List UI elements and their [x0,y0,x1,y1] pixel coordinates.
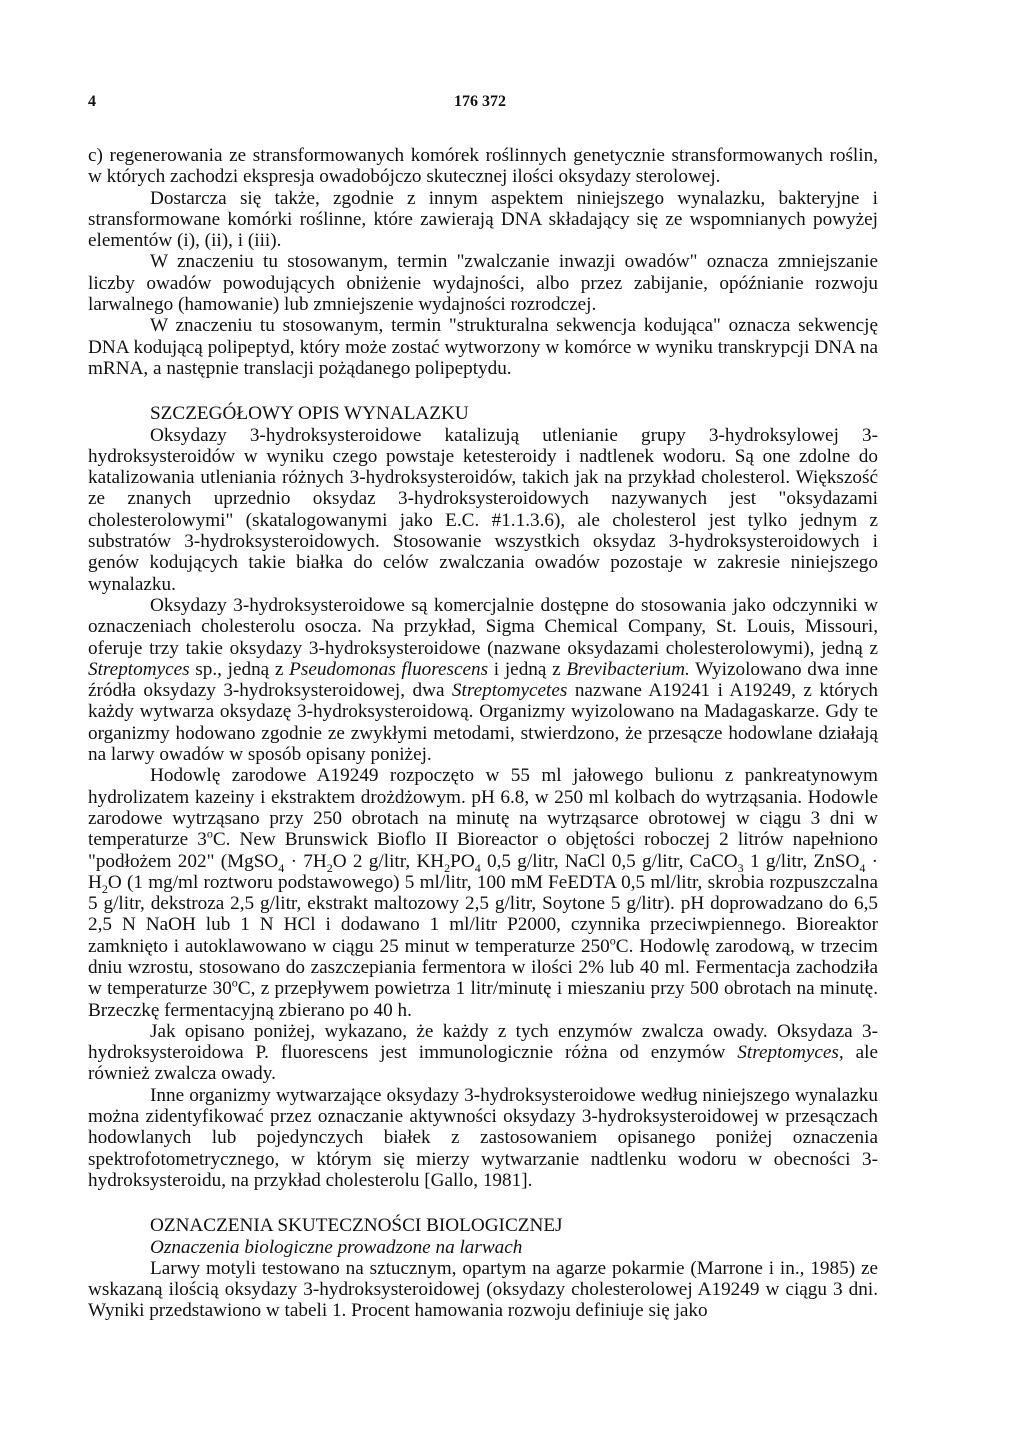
section-heading: SZCZEGÓŁOWY OPIS WYNALAZKU [150,403,469,425]
text-run: ale również zwalcza owady. [88,1042,878,1085]
text-run: Jak opisano poniżej, wykazano, że każdy z tych enzymów zwalcza owady. Oksydaza 3-hydroksysteroidowa P. fluorescens jest immunologicznie różna od enzymów [88,1020,878,1064]
text-run: · H [88,850,879,893]
superscript: o [609,933,616,948]
paragraph: Inne organizmy wytwarzające oksydazy 3-hydroksysteroidowe według niniejszego wynalazku można zidentyfikować przez oznaczanie aktywności oksydazy 3-hydroksysteroidowej w przesączach hodowlanych lub pojedynczych białek z zastosowaniem opisanego poniżej oznaczenia spektrofotometrycznego, w którym się mierzy wytwarzanie nadtlenku wodoru w obecności 3-hydroksysteroidu, na przykład cholesterolu [Gallo, 1981]. [88,1084,878,1191]
paragraph: c) regenerowania ze stransformowanych komórek roślinnych genetycznie stransformowanych roślin, w których zachodzi ekspresja owadobójczo skutecznej ilości oksydazy sterolowej. [88,145,878,188]
text-run: C, z przepływem powietrza 1 litr/minutę i mieszaniu przy 500 obrotach na minutę. Brzeczkę fermentacyjną zbierano po 40 h. [88,978,878,1021]
species-name: Streptomyces [88,658,190,680]
subscript: 2 [101,881,108,896]
page-header [88,93,888,117]
superscript: o [231,975,238,990]
paragraph: Oksydazy 3-hydroksysteroidowe katalizują utlenianie grupy 3-hydroksylowej 3-hydroksysteroidów w wyniku czego powstaje ketesteroidy i nadtlenek wodoru. Są one zdolne do katalizowania utleniania różnych 3-hydroksysteroidów, takich jak na przykład cholesterol. Większość ze znanych uprzednio oksydaz 3-hydroksysteroidowych nazywanych jest "oksydazami cholesterolowymi" (skatalogowanymi jako E.C. #1.1.3.6), ale cholesterol jest tylko jednym z substratów 3-hydroksysteroidowych. Stosowanie wszystkich oksydaz 3-hydroksysteroidowych i genów kodujących takie białka do celów zwalczania owadów pozostaje w zakresie niniejszego wynalazku. [88,424,878,595]
page-number: 4 [88,93,96,110]
species-name: Pseudomonas fluorescens [289,658,489,680]
text-run: Oksydazy 3-hydroksysteroidowe są komercjalnie dostępne do stosowania jako odczynniki w oznaczeniach cholesterolu osocza. Na przykład, Sigma Chemical Company, St. Louis, Missouri, oferuje trzy takie oksydazy 3-hydroksysteroidowe (nazwane oksydazami cholesterolowymi), jedną z [88,594,878,659]
text-run: sp., jedną z [189,658,290,680]
text-run: 0,5 g/litr, NaCl 0,5 g/litr, CaCO [480,850,738,872]
text-run: · 7H [284,850,327,872]
text-run: Hodowlę zarodowe A19249 rozpoczęto w 55 ml jałowego bulionu z pankreatynowym hydrolizatem kazeiny i ekstraktem drożdżowym. pH 6.8, w 250 ml kolbach do wytrząsania. Hodowle zarodowe wytrząsano przy 250 obrotach na minutę na wytrząsarce obrotowej w ciągu 3 dni w temperaturze 3 [88,765,878,851]
text-run: PO [450,850,475,872]
paragraph [88,765,878,1021]
section-heading: OZNACZENIA SKUTECZNOŚCI BIOLOGICZNEJ [150,1215,563,1237]
subscript: 2 [326,860,333,875]
body-text [88,145,878,1322]
subsection-heading: Oznaczenia biologiczne prowadzone na larwach [150,1236,523,1258]
species-name: Streptomycetes [451,680,568,702]
text-run: i jedną z [488,658,567,680]
superscript: o [206,826,213,841]
text-run: O (1 mg/ml roztworu podstawowego) 5 ml/litr, 100 mM FeEDTA 0,5 ml/litr, skrobia rozpuszczalna 5 g/litr, dekstroza 2,5 g/litr, ekstrakt maltozowy 2,5 g/litr, Soytone 5 g/litr). pH doprowadzano do 6,5 2,5 N NaOH lub 1 N HCl i dodawano 1 ml/litr P2000, czynnika przeciwpiennego. Bioreaktor zamknięto i autoklawowano w ciągu 25 minut w temperaturze 250 [88,871,878,957]
paragraph: Dostarcza się także, zgodnie z innym aspektem niniejszego wynalazku, bakteryjne i stransformowane komórki roślinne, które zawierają DNA składający się ze wspomnianych powyżej elementów (i), (ii), i (iii). [88,187,878,252]
paragraph: Larwy motyli testowano na sztucznym, opartym na agarze pokarmie (Marrone i in., 1985) ze wskazaną ilością oksydazy 3-hydroksysteroidowej (oksydazy cholesterolowej A19249 w ciągu 3 dni. Wyniki przedstawiono w tabeli 1. Procent hamowania rozwoju definiuje się jako [88,1257,878,1322]
subscript: 2 [444,860,451,875]
paragraph: W znaczeniu tu stosowanym, termin "strukturalna sekwencja kodująca" oznacza sekwencję DNA kodującą polipeptyd, który może zostać wytworzony w komórce w wyniku transkrypcji DNA na mRNA, a następnie translacji pożądanego polipeptydu. [88,315,878,379]
subscript: 4 [278,860,285,875]
text-run: C. New Brunswick Bioflo II Bioreactor o objętości roboczej 2 litrów napełniono "podłożem 202" (MgSO [88,829,878,872]
document-number: 176 372 [454,93,506,110]
text-run: 1 g/litr, ZnSO [743,850,860,872]
text-run: Wyizolowano dwa inne źródła oksydazy 3-hydroksysteroidowej, dwa [88,658,878,702]
paragraph [88,1021,878,1085]
species-name: Brevibacterium. [566,658,690,680]
paragraph: W znaczeniu tu stosowanym, termin "zwalczanie inwazji owadów" oznacza zmniejszanie liczby owadów powodujących obniżenie wydajności, albo przez zabijanie, opóźnianie rozwoju larwalnego (hamowanie) lub zmniejszenie wydajności rozrodczej. [88,251,878,316]
subscript: 3 [737,860,744,875]
text-run: O 2 g/litr, KH [332,850,445,872]
text-run: nazwane A19241 i A19249, z których każdy wytwarza oksydazę 3-hydroksysteroidową. Organizmy wyizolowano na Madagaskarze. Gdy te organizmy hodowano zgodnie ze zwykłymi metodami, stwierdzono, że przesącze hodowlane działają na larwy owadów w sposób opisany poniżej. [88,680,878,766]
text-run: C. Hodowlę zarodową, w trzecim dniu wzrostu, stosowano do zaszczepiania fermentora w ilości 2% lub 40 ml. Fermentacja zachodziła w temperaturze 30 [88,935,878,1000]
subscript: 4 [859,860,866,875]
species-name: Streptomyces, [737,1042,844,1064]
paragraph [88,595,878,765]
subscript: 4 [474,860,481,875]
